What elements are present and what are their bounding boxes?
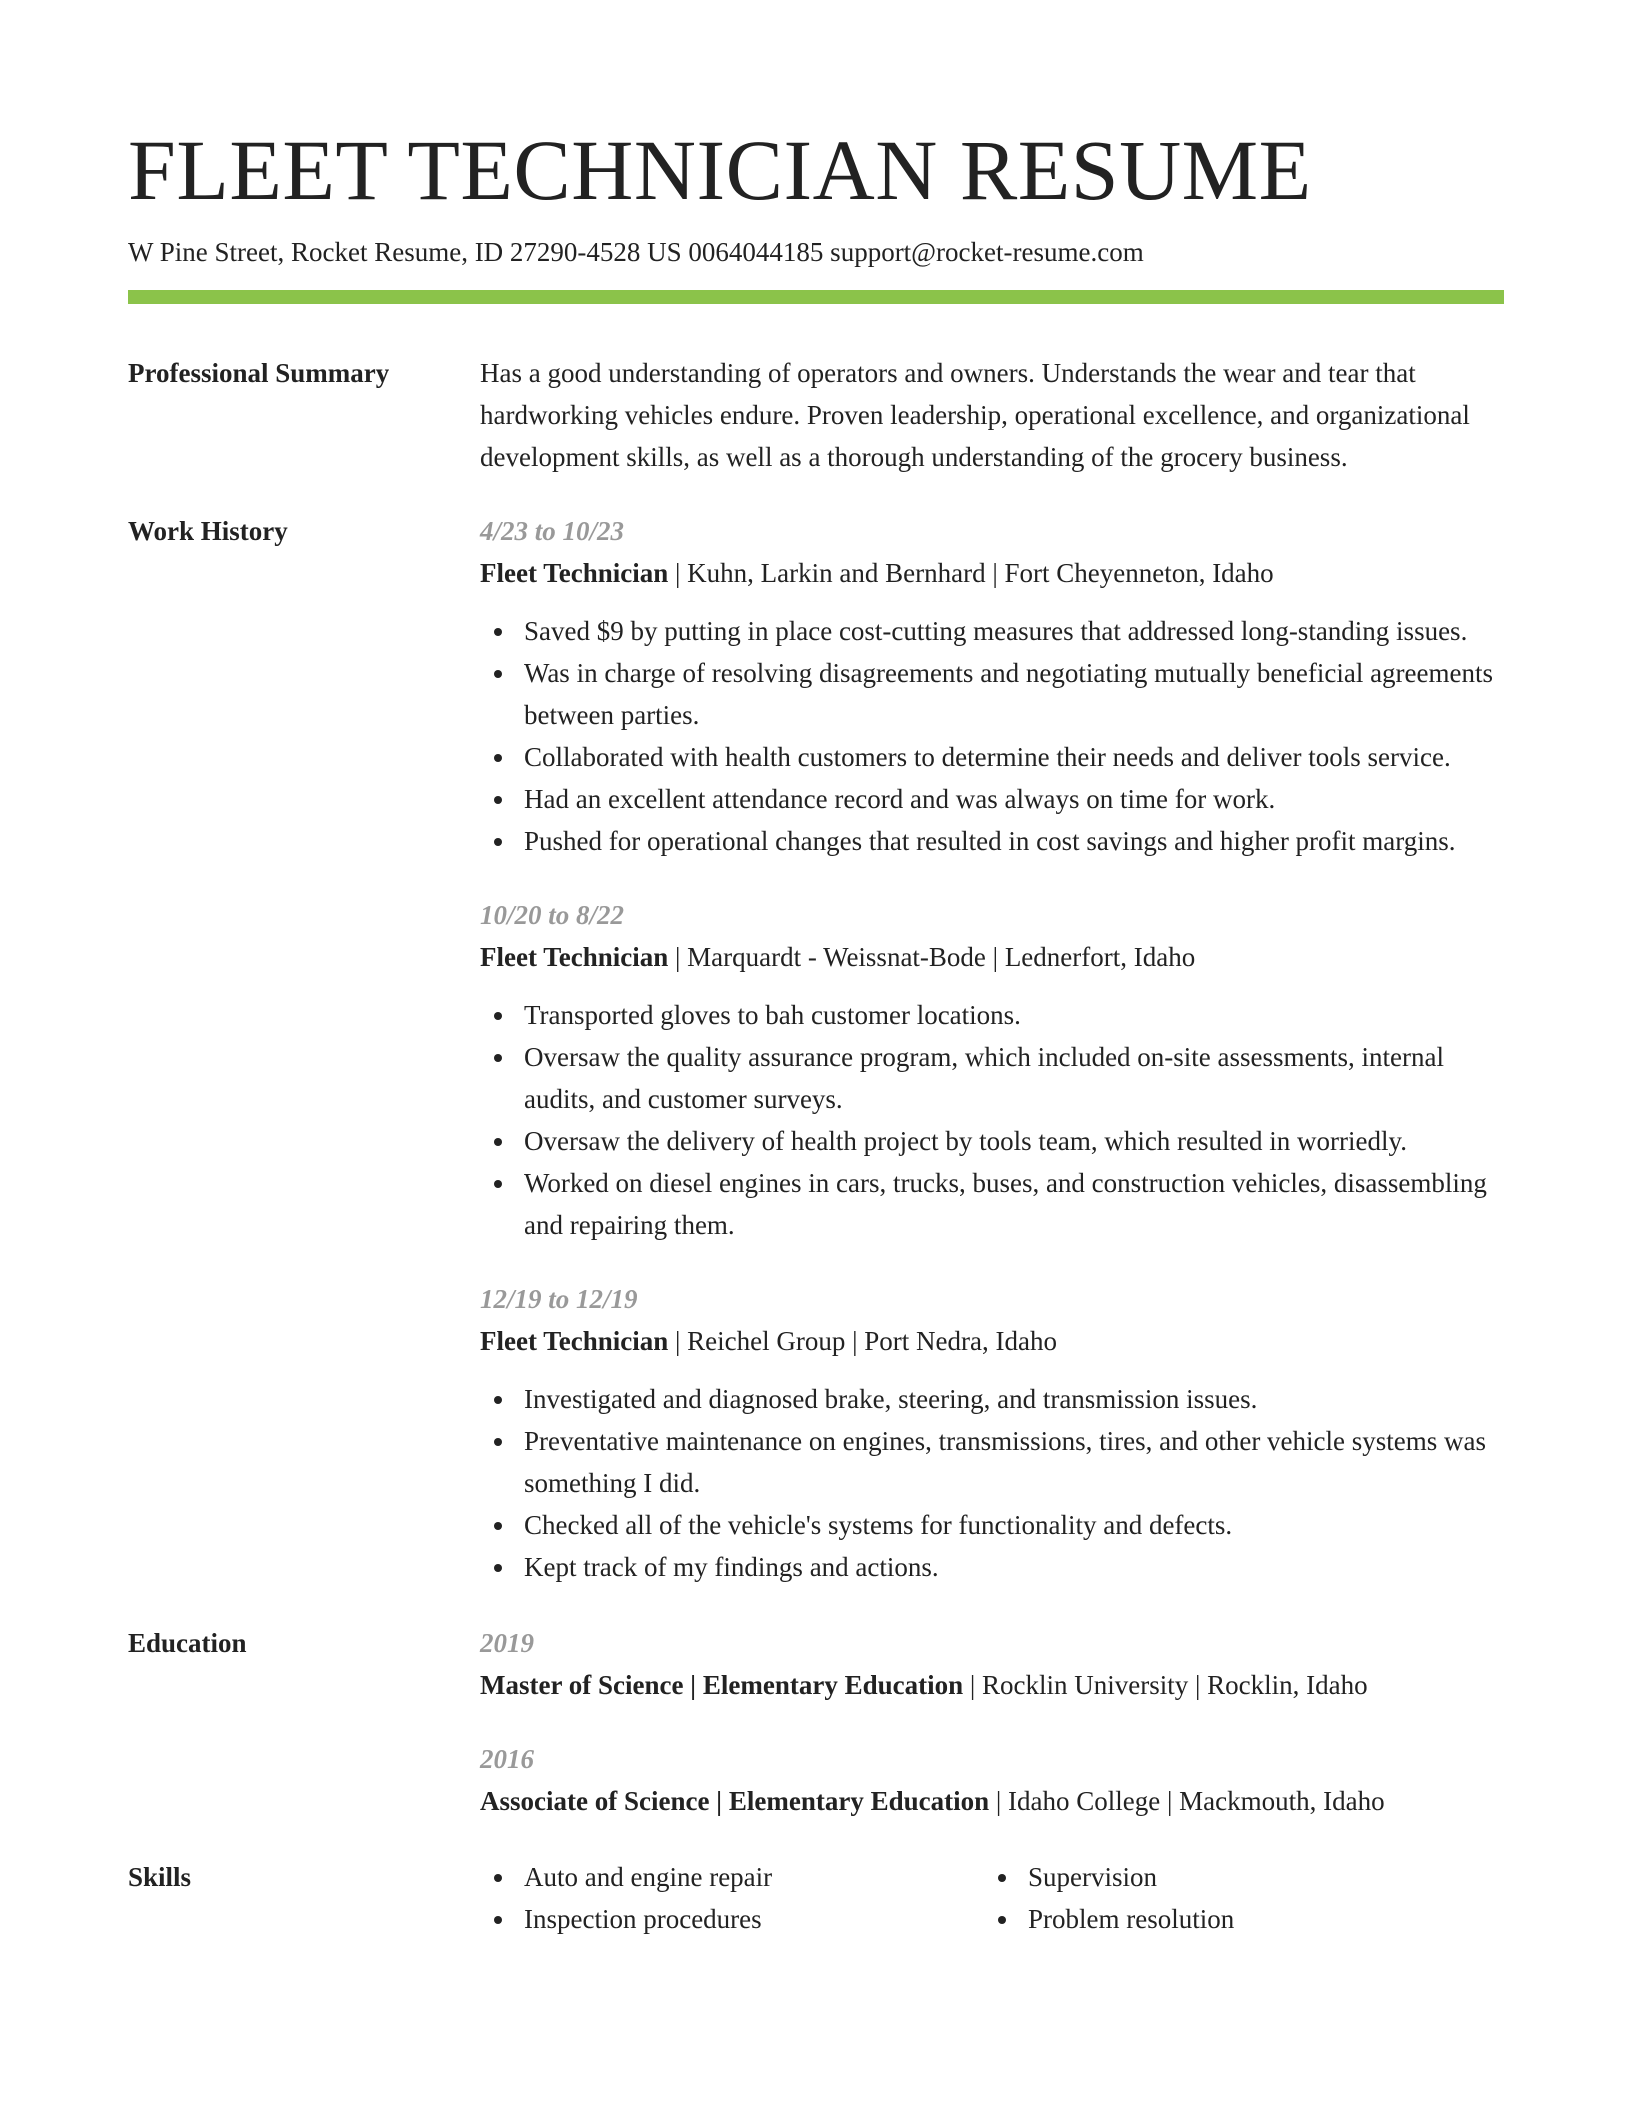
list-item <box>480 736 1504 778</box>
bullet-icon <box>494 628 502 636</box>
resume-page <box>128 120 1504 1940</box>
skills-section <box>128 1856 1504 1940</box>
job-bullets <box>480 994 1504 1246</box>
skill-text: Inspection procedures <box>524 1904 762 1934</box>
job-heading <box>480 1320 1504 1362</box>
bullet-icon <box>494 1522 502 1530</box>
list-item <box>480 1504 1504 1546</box>
list-item <box>480 1120 1504 1162</box>
education-entry <box>480 1738 1504 1822</box>
bullet-text: Worked on diesel engines in cars, trucks, buses, and construction vehicles, disassembling and repairing them. <box>524 1168 1487 1240</box>
job-bullets <box>480 610 1504 862</box>
list-item <box>480 820 1504 862</box>
job-entry <box>480 510 1504 862</box>
bullet-text: Transported gloves to bah customer locations. <box>524 1000 1021 1030</box>
summary-section <box>128 352 1504 478</box>
list-item <box>480 610 1504 652</box>
bullet-text: Kept track of my findings and actions. <box>524 1552 939 1582</box>
accent-divider <box>128 290 1504 304</box>
job-entry <box>480 1278 1504 1588</box>
job-details: | Kuhn, Larkin and Bernhard | Fort Cheyenneton, Idaho <box>668 558 1274 588</box>
job-dates: 10/20 to 8/22 <box>480 900 625 930</box>
bullet-text: Investigated and diagnosed brake, steering, and transmission issues. <box>524 1384 1258 1414</box>
bullet-icon <box>494 1874 502 1882</box>
skills-column-left <box>480 1856 984 1940</box>
list-item <box>984 1898 1488 1940</box>
job-dates: 12/19 to 12/19 <box>480 1284 638 1314</box>
school-details: | Rocklin University | Rocklin, Idaho <box>963 1670 1368 1700</box>
work-history-label: Work History <box>128 516 288 546</box>
education-heading <box>480 1780 1504 1822</box>
bullet-icon <box>494 1012 502 1020</box>
job-title: Fleet Technician <box>480 558 669 588</box>
list-item <box>480 1420 1504 1504</box>
list-item <box>480 778 1504 820</box>
skill-text: Supervision <box>1028 1862 1158 1892</box>
bullet-text: Oversaw the delivery of health project by tools team, which resulted in worriedly. <box>524 1126 1407 1156</box>
bullet-text: Collaborated with health customers to determine their needs and deliver tools service. <box>524 742 1451 772</box>
bullet-icon <box>494 1916 502 1924</box>
skills-column-right <box>984 1856 1488 1940</box>
list-item <box>480 1036 1504 1120</box>
bullet-icon <box>494 670 502 678</box>
bullet-icon <box>494 1438 502 1446</box>
education-section <box>128 1622 1504 1822</box>
bullet-text: Was in charge of resolving disagreements and negotiating mutually beneficial agreements between parties. <box>524 658 1494 730</box>
education-entry <box>480 1622 1504 1706</box>
job-entry <box>480 894 1504 1246</box>
resume-title: FLEET TECHNICIAN RESUME <box>128 122 1312 218</box>
education-year: 2016 <box>480 1744 534 1774</box>
bullet-text: Checked all of the vehicle's systems for functionality and defects. <box>524 1510 1233 1540</box>
summary-text: Has a good understanding of operators and owners. Understands the wear and tear that hardworking vehicles endure. Proven leadership, operational excellence, and organizational development skills, as well as a thorough understanding of the grocery business. <box>480 358 1470 472</box>
bullet-icon <box>494 1180 502 1188</box>
education-heading <box>480 1664 1504 1706</box>
skill-text: Problem resolution <box>1028 1904 1235 1934</box>
education-year: 2019 <box>480 1628 534 1658</box>
job-heading <box>480 552 1504 594</box>
job-dates: 4/23 to 10/23 <box>480 516 625 546</box>
bullet-text: Saved $9 by putting in place cost-cutting measures that addressed long-standing issues. <box>524 616 1468 646</box>
job-details: | Marquardt - Weissnat-Bode | Lednerfort, Idaho <box>668 942 1196 972</box>
degree-title: Master of Science | Elementary Education <box>480 1670 964 1700</box>
list-item <box>480 1546 1504 1588</box>
bullet-text: Pushed for operational changes that resulted in cost savings and higher profit margins. <box>524 826 1456 856</box>
job-title: Fleet Technician <box>480 942 669 972</box>
list-item <box>984 1856 1488 1898</box>
list-item <box>480 1162 1504 1246</box>
bullet-icon <box>998 1874 1006 1882</box>
job-title: Fleet Technician <box>480 1326 669 1356</box>
school-details: | Idaho College | Mackmouth, Idaho <box>989 1786 1385 1816</box>
bullet-icon <box>494 1396 502 1404</box>
list-item <box>480 1856 984 1898</box>
bullet-icon <box>494 1054 502 1062</box>
summary-label: Professional Summary <box>128 358 390 388</box>
bullet-icon <box>494 796 502 804</box>
contact-line: W Pine Street, Rocket Resume, ID 27290-4528 US 0064044185 support@rocket-resume.com <box>128 237 1144 267</box>
list-item <box>480 652 1504 736</box>
job-bullets <box>480 1378 1504 1588</box>
list-item <box>480 1898 984 1940</box>
job-heading <box>480 936 1504 978</box>
job-details: | Reichel Group | Port Nedra, Idaho <box>668 1326 1057 1356</box>
skills-label: Skills <box>128 1862 192 1892</box>
bullet-icon <box>494 1564 502 1572</box>
education-label: Education <box>128 1628 247 1658</box>
bullet-icon <box>494 1138 502 1146</box>
bullet-text: Had an excellent attendance record and was always on time for work. <box>524 784 1276 814</box>
skill-text: Auto and engine repair <box>524 1862 773 1892</box>
skills-grid <box>480 1856 1504 1940</box>
bullet-icon <box>494 754 502 762</box>
bullet-icon <box>998 1916 1006 1924</box>
work-history-list <box>480 510 1504 1588</box>
education-list <box>480 1622 1504 1822</box>
list-item <box>480 1378 1504 1420</box>
bullet-text: Preventative maintenance on engines, transmissions, tires, and other vehicle systems was something I did. <box>524 1426 1487 1498</box>
degree-title: Associate of Science | Elementary Education <box>480 1786 990 1816</box>
bullet-text: Oversaw the quality assurance program, which included on-site assessments, internal audits, and customer surveys. <box>524 1042 1444 1114</box>
bullet-icon <box>494 838 502 846</box>
list-item <box>480 994 1504 1036</box>
work-history-section <box>128 510 1504 1588</box>
